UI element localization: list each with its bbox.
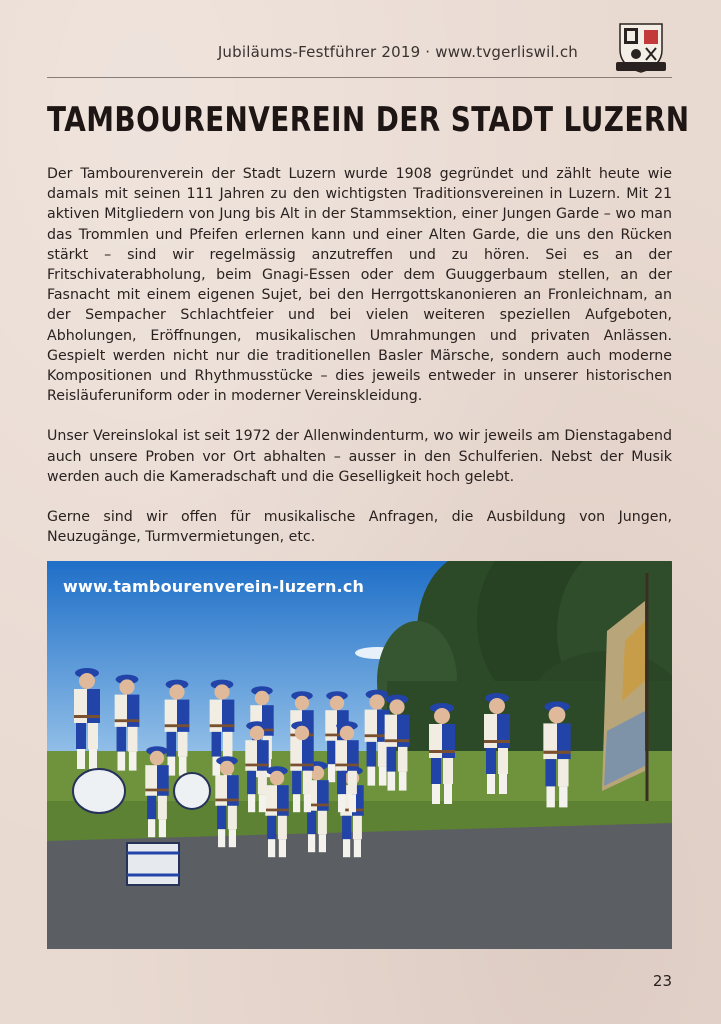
group-photo bbox=[47, 561, 672, 949]
website-url: www.tambourenverein-luzern.ch bbox=[63, 577, 365, 596]
paragraph: Der Tambourenverein der Stadt Luzern wurde 1908 gegründet und zählt heute wie damals mit seinen 111 Jahren zu den wichtigsten Traditionsvereinen in Luzern. Mit 21 aktiven Mitgliedern von Jung bis Alt in der Stammsektion, einer Jungen Garde – wo man das Trommlen und Pfeifen erlernen kann und einer Alten Garde, die uns den Rücken stärkt – sind wir regelmässig anzutreffen und zu hören. Sei es an der Fritschivaterabholung, beim Gnagi-Essen oder dem Guuggerbaum stellen, an der Fasnacht mit einem eigenen Sujet, bei den Herrgottskanonieren an Fronleichnam, an der Sempacher Schlachtfeier und bei vielen weiteren speziellen Aufgeboten, Abholungen, Eröffnungen, musikalischen Umrahmungen und privaten Anlässen. Gespielt werden nicht nur die traditionellen Basler Märsche, sondern auch moderne Kompositionen und Rhythmusstücke – dies jeweils entweder in unserer historischen Reisläuferuniform oder in moderner Vereinskleidung. bbox=[47, 166, 672, 405]
paragraph: Unser Vereinslokal ist seit 1972 der Allenwindenturm, wo wir jeweils am Dienstagabend auch unsere Proben vor Ort abhalten – ausser in den Schulferien. Nebst der Musik werden auch die Kameradschaft und die Geselligkeit hoch gelebt. bbox=[47, 428, 672, 485]
article-body bbox=[47, 164, 672, 567]
page-number: 23 bbox=[652, 972, 672, 990]
page-title: TAMBOURENVEREIN DER STADT LUZERN bbox=[47, 100, 690, 140]
header-divider bbox=[47, 77, 672, 78]
paragraph: Gerne sind wir offen für musikalische Anfragen, die Ausbildung von Jungen, Neuzugänge, Turmvermietungen, etc. bbox=[47, 509, 672, 546]
header-text: Jubiläums-Festführer 2019 · www.tvgerliswil.ch bbox=[217, 43, 578, 61]
club-logo bbox=[612, 20, 670, 74]
